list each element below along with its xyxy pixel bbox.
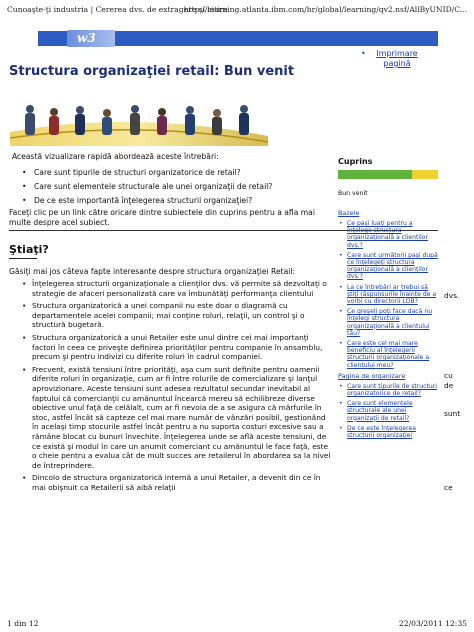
overflow-text-fragment: ce [444, 483, 453, 492]
toc-link[interactable]: La ce întrebări ar trebui să ştiţi răspunsurile înainte de a vorbi cu directorii LOB? [347, 283, 437, 306]
toc-link-item [338, 425, 438, 439]
top-banner [38, 31, 438, 46]
print-header [7, 5, 467, 17]
section-intro: Găsiţi mai jos câteva fapte interesante despre structura organizaţiei Retail: [9, 267, 296, 276]
toc-link-item [338, 308, 438, 337]
toc-link[interactable]: Care sunt următorii paşi după ce înţelegeţi structura organizaţională a clienţilor dvs.? [347, 251, 438, 281]
toc-link[interactable]: Ce paşi luaţi pentru a înţelege structura organizaţională a clientilor dvs.? [347, 220, 429, 249]
team-photo-banner [10, 100, 268, 146]
toc-link[interactable]: De ce este înţelegerea structurii organizaţiei [347, 424, 417, 440]
heading-underline [9, 258, 37, 259]
toc-title: Cuprins [338, 157, 373, 166]
print-timestamp: 22/03/2011 12:35 [398, 619, 467, 628]
toc-section-bazele[interactable]: Bazele [338, 209, 360, 217]
overflow-text-fragment: dvs. [444, 291, 460, 300]
header-page-title: Cunoaşte-ţi industria | Cererea dvs. de extragere şi citire [7, 5, 228, 14]
question-list [22, 166, 272, 208]
print-footer [7, 619, 467, 629]
page-title: Structura organizaţiei retail: Bun venit [9, 64, 295, 79]
toc-link-item [338, 220, 438, 249]
overflow-text-fragment: de [444, 381, 454, 390]
question-item: • Care sunt tipurile de structuri organizatorice de retail? [22, 166, 272, 180]
toc-link-item [338, 400, 438, 422]
question-item: • Care sunt elementele structurale ale unei organizaţii de retail? [22, 180, 272, 194]
toc-current-item: Bun venit [338, 190, 368, 197]
toc-link-item [338, 284, 438, 306]
facts-list [22, 279, 334, 495]
toc-link-item [338, 252, 438, 281]
toc-link-item [338, 383, 438, 397]
fact-item: • Frecvent, există tensiuni între priorităţi, aşa cum sunt definite pentru oamenii diferite roluri în organizaţie, cum ar fi între rolurile de comercializare şi lanţul aprovizionare. Aceste tensiuni sunt adesea rezultatul secundar inevitabil al faptului că comercianţii cu amănuntul încearcă mereu să echilibreze diverse obiective unul faţă de celălalt, cum ar fi nevoia de a se asigura că mărfurile în stoc, astfel încât să capteze cel mai mare număr de vânzări posibil, gestionând în acelaşi timp stocurile astfel încât pentru a nu suporta costuri excesive sau a rămâne blocat cu bunuri învechite. Înţelegerea unde se află aceste tensiuni, de ce există şi modul în care un anumit comerciant cu amănuntul le face faţă, este o cheie pentru a evalua cât de mult succes are retailerul în abordarea sa la nivel de întreprindere. [22, 365, 334, 471]
w3-logo[interactable]: w3 [67, 30, 115, 47]
toc-link-item [338, 340, 438, 369]
overflow-text-fragment: cu [444, 371, 453, 380]
print-page-link[interactable]: Imprimare pagină [376, 49, 418, 68]
fact-item: • Structura organizatorică a unei companii nu este doar o diagramă cu departamentele acelei companii; mai conţine roluri, relaţii, un control şi o structură bugetară. [22, 301, 334, 330]
toc-links-organizare [338, 383, 438, 439]
toc-link[interactable]: Care sunt elementele structurale ale unei organizaţii de retail? [347, 400, 413, 422]
intro-text: Această vizualizare rapidă abordează aceste întrebări: [12, 152, 219, 161]
fact-item: • Înţelegerea structurii organizaţionale a clienţilor dvs. vă permite să dezvoltaţi o strategie de afaceri personalizată care va îmbunătăţi performanţa clientului [22, 279, 334, 298]
instruction-text: Faceţi clic pe un link către oricare dintre subiectele din cuprins pentru a afla mai multe despre acel subiect. [9, 208, 315, 227]
section-heading: Ştiaţi? [9, 243, 49, 256]
header-url: http://learning.atlanta.ibm.com/hr/global/learning/qv2.nsf/AllByUNID/C... [183, 5, 467, 14]
table-of-contents [338, 157, 438, 442]
toc-section-organizare[interactable]: Pagina de organizare [338, 371, 406, 380]
toc-link[interactable]: Ce greşeli poţi face dacă nu înţelegi structura organizaţională a clientului tău? [347, 308, 433, 337]
overflow-text-fragment: sunt [444, 409, 461, 418]
toc-color-bar-accent [412, 170, 438, 179]
question-item: • De ce este importantă înţelegerea structurii organizaţiei? [22, 194, 272, 208]
toc-link[interactable]: Care sunt tipurile de structuri organizatorice de retail? [347, 382, 437, 398]
fact-item: • Structura organizatorică a unui Retailer este unul dintre cei mai importanţi factori în ceea ce priveşte definirea priorităţilor pentru companie în ansamblu, precum şi pentru indivizi cu diferite roluri în cadrul companiei. [22, 333, 334, 362]
toc-link[interactable]: Care este cel mai mare beneficiu al înţelegerii structurii organizaţionale a clientului meu? [347, 340, 430, 369]
page-number: 1 din 12 [7, 619, 39, 628]
bullet-icon: • [361, 49, 366, 58]
toc-color-bar [338, 170, 438, 179]
fact-item: • Dincolo de structura organizatorică internă a unui Retailer, a devenit din ce în mai obişnuit ca Retailerii să aibă relaţii [22, 473, 334, 492]
toc-links-bazele [338, 220, 438, 369]
print-link-wrap [361, 49, 427, 69]
